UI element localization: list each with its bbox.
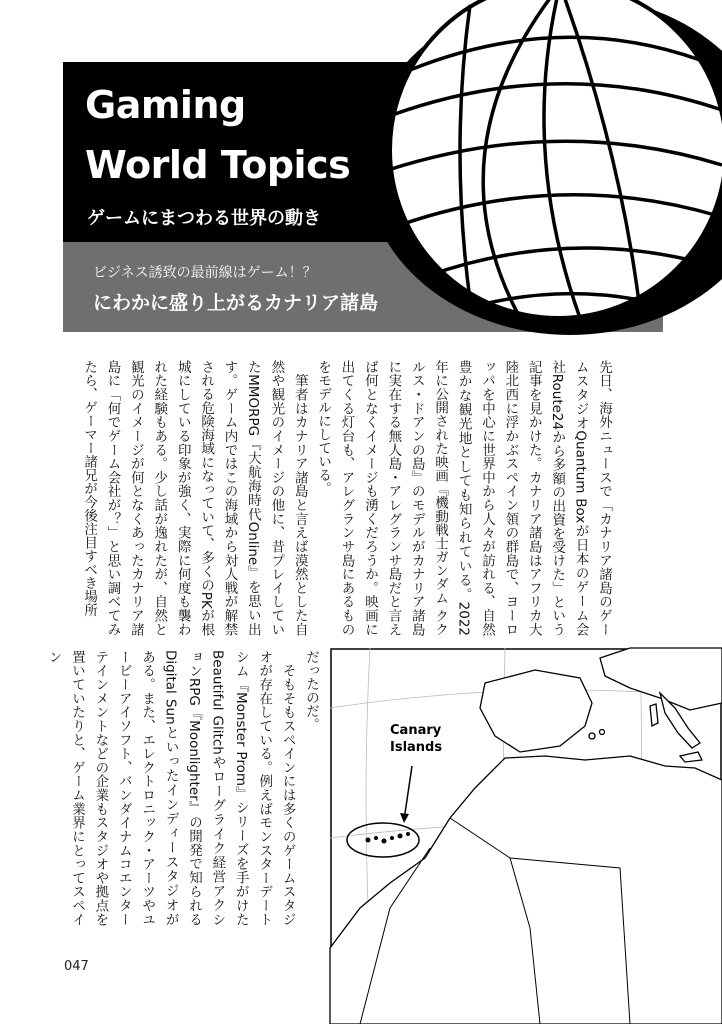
article-body-top: 先日、海外ニュースで「カナリア諸島のゲームスタジオQuantum Boxが日本のゲーム会社Route24から多額の出資を受けた」という記事を見かけた。カナリア諸島はアフリカ大陸北西に浮かぶスペイン領の群島で、ヨーロッパを中心に世界中から人々が訪れる、自然豊かな観光地としても知られている。2022年に公開された映画『機動戦士ガンダム ククルス・ドアンの島』のモデルがカナリア諸島に実在する無人島・アレグランサ島だと言えば何となくイメージも湧くだろうか。映画に出てくる灯台も、アレグランサ島にあるものをモデルにしている。 筆者はカナリア諸島と言えば漠然とした自然や観光のイメージの他に、昔プレイしていたMMORPG『大航海時代Online』を思い出す。ゲーム内ではこの海域から対人戦が解禁される危険海域になっていて、多くのPKが根城にしている印象が強く、実際に何度も襲われた経験もある。少し話が逸れたが、自然と観光のイメージが何となくあったカナリア諸島に「何でゲーム会社が？」と思い調べてみたら、ゲーマー諸兄が今後注目すべき場所 xyxy=(81,360,612,636)
title-world-topics: World Topics xyxy=(85,143,351,187)
globe-illustration xyxy=(370,0,722,340)
article-headline: にわかに盛り上がるカナリア諸島 xyxy=(93,292,379,314)
map-label-islands: Islands xyxy=(390,740,443,755)
article-body-bottom: だったのだ。 そもそもスペインには多くのゲームスタジオが存在している。例えばモンスターデートシム『Monster Prom』シリーズを手がけたBeautiful Glitchやローグライク経営アクションRPG『Moonlighter』の開発で知られるDigital Sunといったインディースタジオがある。また、エレクトロニック・アーツやユービーアイソフト、バンダイナムコエンターテインメントなどの企業もスタジオや拠点を置いていたりと、ゲーム業界にとってスペイン xyxy=(45,650,319,926)
canary-islands-map xyxy=(330,648,722,1024)
section-subtitle: ゲームにまつわる世界の動き xyxy=(87,208,321,229)
article-kicker: ビジネス誘致の最前線はゲーム！？ xyxy=(93,265,317,281)
map-label-canary: Canary xyxy=(390,723,442,738)
title-gaming: Gaming xyxy=(85,83,246,127)
page-number: 047 xyxy=(64,959,89,974)
